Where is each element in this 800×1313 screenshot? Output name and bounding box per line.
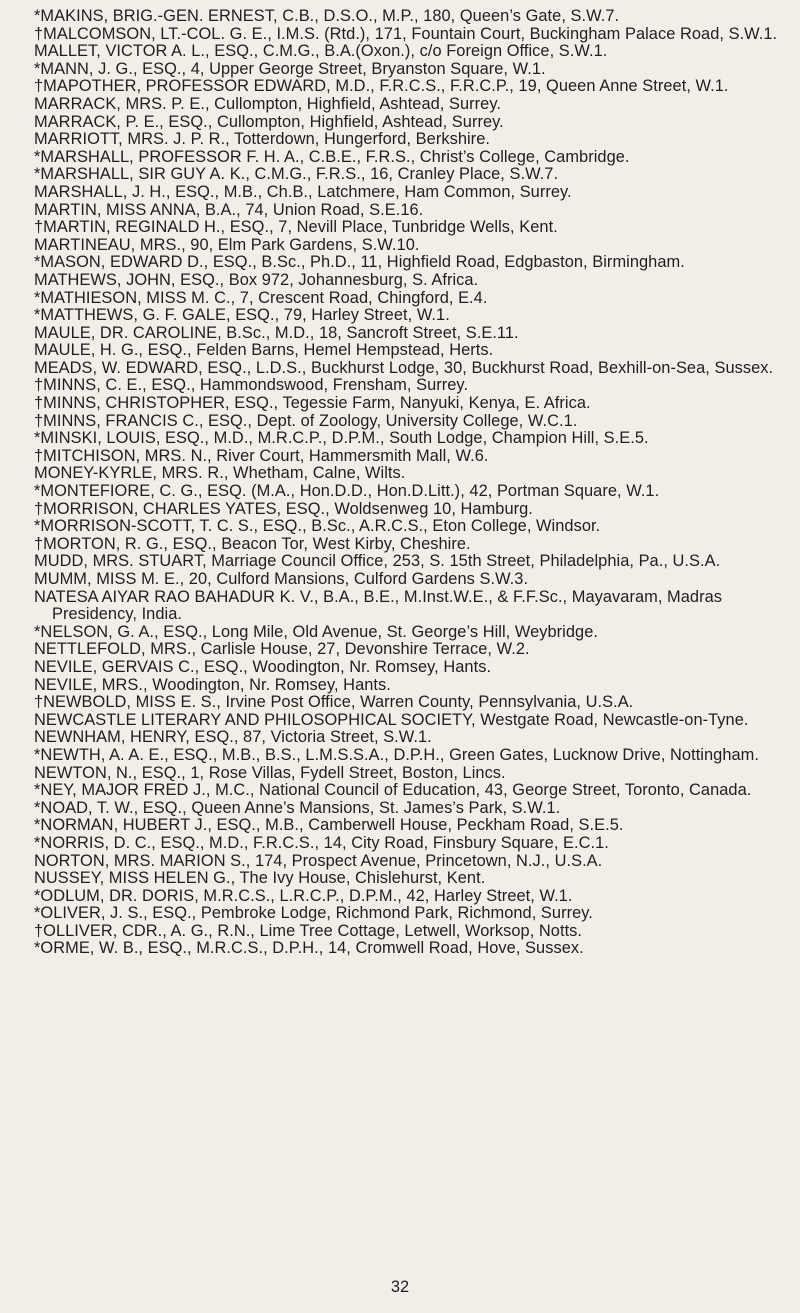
member-entry: *NEY, MAJOR FRED J., M.C., National Council of Education, 43, George Street, Toronto, Canada. [34,781,752,800]
member-entry: †MORTON, R. G., ESQ., Beacon Tor, West Kirby, Cheshire. [34,534,471,553]
member-list [34,8,784,958]
member-entry: *ORME, W. B., ESQ., M.R.C.S., D.P.H., 14, Cromwell Road, Hove, Sussex. [34,939,584,958]
member-entry: *MATHIESON, MISS M. C., 7, Crescent Road, Chingford, E.4. [34,288,488,307]
member-entry: MALLET, VICTOR A. L., ESQ., C.M.G., B.A.(Oxon.), c/o Foreign Office, S.W.1. [34,42,608,61]
member-entry: *OLIVER, J. S., ESQ., Pembroke Lodge, Richmond Park, Richmond, Surrey. [34,904,593,923]
page-number: 32 [390,1278,410,1296]
member-entry: †MINNS, C. E., ESQ., Hammondswood, Frensham, Surrey. [34,376,469,395]
member-entry: NEWCASTLE LITERARY AND PHILOSOPHICAL SOCIETY, Westgate Road, Newcastle-on-Tyne. [34,710,749,729]
member-entry: MONEY-KYRLE, MRS. R., Whetham, Calne, Wilts. [34,464,406,483]
member-entry: *MASON, EDWARD D., ESQ., B.Sc., Ph.D., 11, Highfield Road, Edgbaston, Birmingham. [34,253,685,272]
member-entry: NORTON, MRS. MARION S., 174, Prospect Avenue, Princetown, N.J., U.S.A. [34,851,603,870]
member-entry: NETTLEFOLD, MRS., Carlisle House, 27, Devonshire Terrace, W.2. [34,640,530,659]
member-entry: †MORRISON, CHARLES YATES, ESQ., Woldsenweg 10, Hamburg. [34,499,533,518]
member-entry: NEWNHAM, HENRY, ESQ., 87, Victoria Street, S.W.1. [34,728,432,747]
member-entry: NUSSEY, MISS HELEN G., The Ivy House, Chislehurst, Kent. [34,869,486,888]
member-entry: MAULE, H. G., ESQ., Felden Barns, Hemel Hempstead, Herts. [34,341,494,360]
member-entry: *NELSON, G. A., ESQ., Long Mile, Old Avenue, St. George’s Hill, Weybridge. [34,622,598,641]
member-entry: MARSHALL, J. H., ESQ., M.B., Ch.B., Latchmere, Ham Common, Surrey. [34,182,572,201]
member-entry: †NEWBOLD, MISS E. S., Irvine Post Office, Warren County, Pennsylvania, U.S.A. [34,693,634,712]
member-entry: *MONTEFIORE, C. G., ESQ. (M.A., Hon.D.D., Hon.D.Litt.), 42, Portman Square, W.1. [34,482,660,501]
member-entry: †MINNS, CHRISTOPHER, ESQ., Tegessie Farm, Nanyuki, Kenya, E. Africa. [34,394,591,413]
member-entry: MUDD, MRS. STUART, Marriage Council Office, 253, S. 15th Street, Philadelphia, Pa., U.S.A. [34,552,721,571]
member-entry: MUMM, MISS M. E., 20, Culford Mansions, Culford Gardens S.W.3. [34,570,529,588]
member-entry: *MORRISON-SCOTT, T. C. S., ESQ., B.Sc., A.R.C.S., Eton College, Windsor. [34,517,601,536]
member-entry: *MINSKI, LOUIS, ESQ., M.D., M.R.C.P., D.P.M., South Lodge, Champion Hill, S.E.5. [34,429,649,448]
member-entry: MARTIN, MISS ANNA, B.A., 74, Union Road, S.E.16. [34,200,424,219]
member-entry: MARRIOTT, MRS. J. P. R., Totterdown, Hungerford, Berkshire. [34,130,490,149]
member-entry: *NEWTH, A. A. E., ESQ., M.B., B.S., L.M.S.S.A., D.P.H., Green Gates, Lucknow Drive, Nottingham. [34,745,759,764]
member-entry: †MITCHISON, MRS. N., River Court, Hammersmith Mall, W.6. [34,446,489,465]
member-entry: *MAKINS, BRIG.-GEN. ERNEST, C.B., D.S.O., M.P., 180, Queen’s Gate, S.W.7. [34,7,620,25]
member-entry: NEVILE, MRS., Woodington, Nr. Romsey, Hants. [34,675,391,694]
member-entry: NATESA AIYAR RAO BAHADUR K. V., B.A., B.E., M.Inst.W.E., & F.F.Sc., Mayavaram, Madras Presidency, India. [34,587,722,624]
member-entry: *ODLUM, DR. DORIS, M.R.C.S., L.R.C.P., D.P.M., 42, Harley Street, W.1. [34,886,573,905]
member-entry: *MANN, J. G., ESQ., 4, Upper George Street, Bryanston Square, W.1. [34,59,546,78]
member-entry: †MALCOMSON, LT.-COL. G. E., I.M.S. (Rtd.), 171, Fountain Court, Buckingham Palace Road, S.W.1. [34,24,778,43]
member-entry: MARRACK, MRS. P. E., Cullompton, Highfield, Ashtead, Surrey. [34,94,501,113]
member-entry: MEADS, W. EDWARD, ESQ., L.D.S., Buckhurst Lodge, 30, Buckhurst Road, Bexhill-on-Sea, Sussex. [34,358,774,377]
member-entry: MATHEWS, JOHN, ESQ., Box 972, Johannesburg, S. Africa. [34,270,479,289]
member-entry: MAULE, DR. CAROLINE, B.Sc., M.D., 18, Sancroft Street, S.E.11. [34,323,519,342]
member-entry: *NORRIS, D. C., ESQ., M.D., F.R.C.S., 14, City Road, Finsbury Square, E.C.1. [34,833,609,852]
member-entry: MARTINEAU, MRS., 90, Elm Park Gardens, S.W.10. [34,235,420,254]
member-entry: MARRACK, P. E., ESQ., Cullompton, Highfield, Ashtead, Surrey. [34,112,504,131]
member-entry: NEVILE, GERVAIS C., ESQ., Woodington, Nr. Romsey, Hants. [34,657,492,676]
member-entry: *NOAD, T. W., ESQ., Queen Anne’s Mansions, St. James’s Park, S.W.1. [34,798,561,817]
member-entry: *MARSHALL, SIR GUY A. K., C.M.G., F.R.S., 16, Cranley Place, S.W.7. [34,165,559,184]
member-entry: *MARSHALL, PROFESSOR F. H. A., C.B.E., F.R.S., Christ’s College, Cambridge. [34,147,630,166]
member-entry: †MARTIN, REGINALD H., ESQ., 7, Nevill Place, Tunbridge Wells, Kent. [34,218,558,237]
member-entry: NEWTON, N., ESQ., 1, Rose Villas, Fydell Street, Boston, Lincs. [34,763,506,782]
member-entry: †MINNS, FRANCIS C., ESQ., Dept. of Zoology, University College, W.C.1. [34,411,578,430]
member-entry: *MATTHEWS, G. F. GALE, ESQ., 79, Harley Street, W.1. [34,306,450,325]
member-entry: †OLLIVER, CDR., A. G., R.N., Lime Tree Cottage, Letwell, Worksop, Notts. [34,921,583,940]
member-entry: *NORMAN, HUBERT J., ESQ., M.B., Camberwell House, Peckham Road, S.E.5. [34,816,624,835]
member-entry: †MAPOTHER, PROFESSOR EDWARD, M.D., F.R.C.S., F.R.C.P., 19, Queen Anne Street, W.1. [34,77,729,96]
